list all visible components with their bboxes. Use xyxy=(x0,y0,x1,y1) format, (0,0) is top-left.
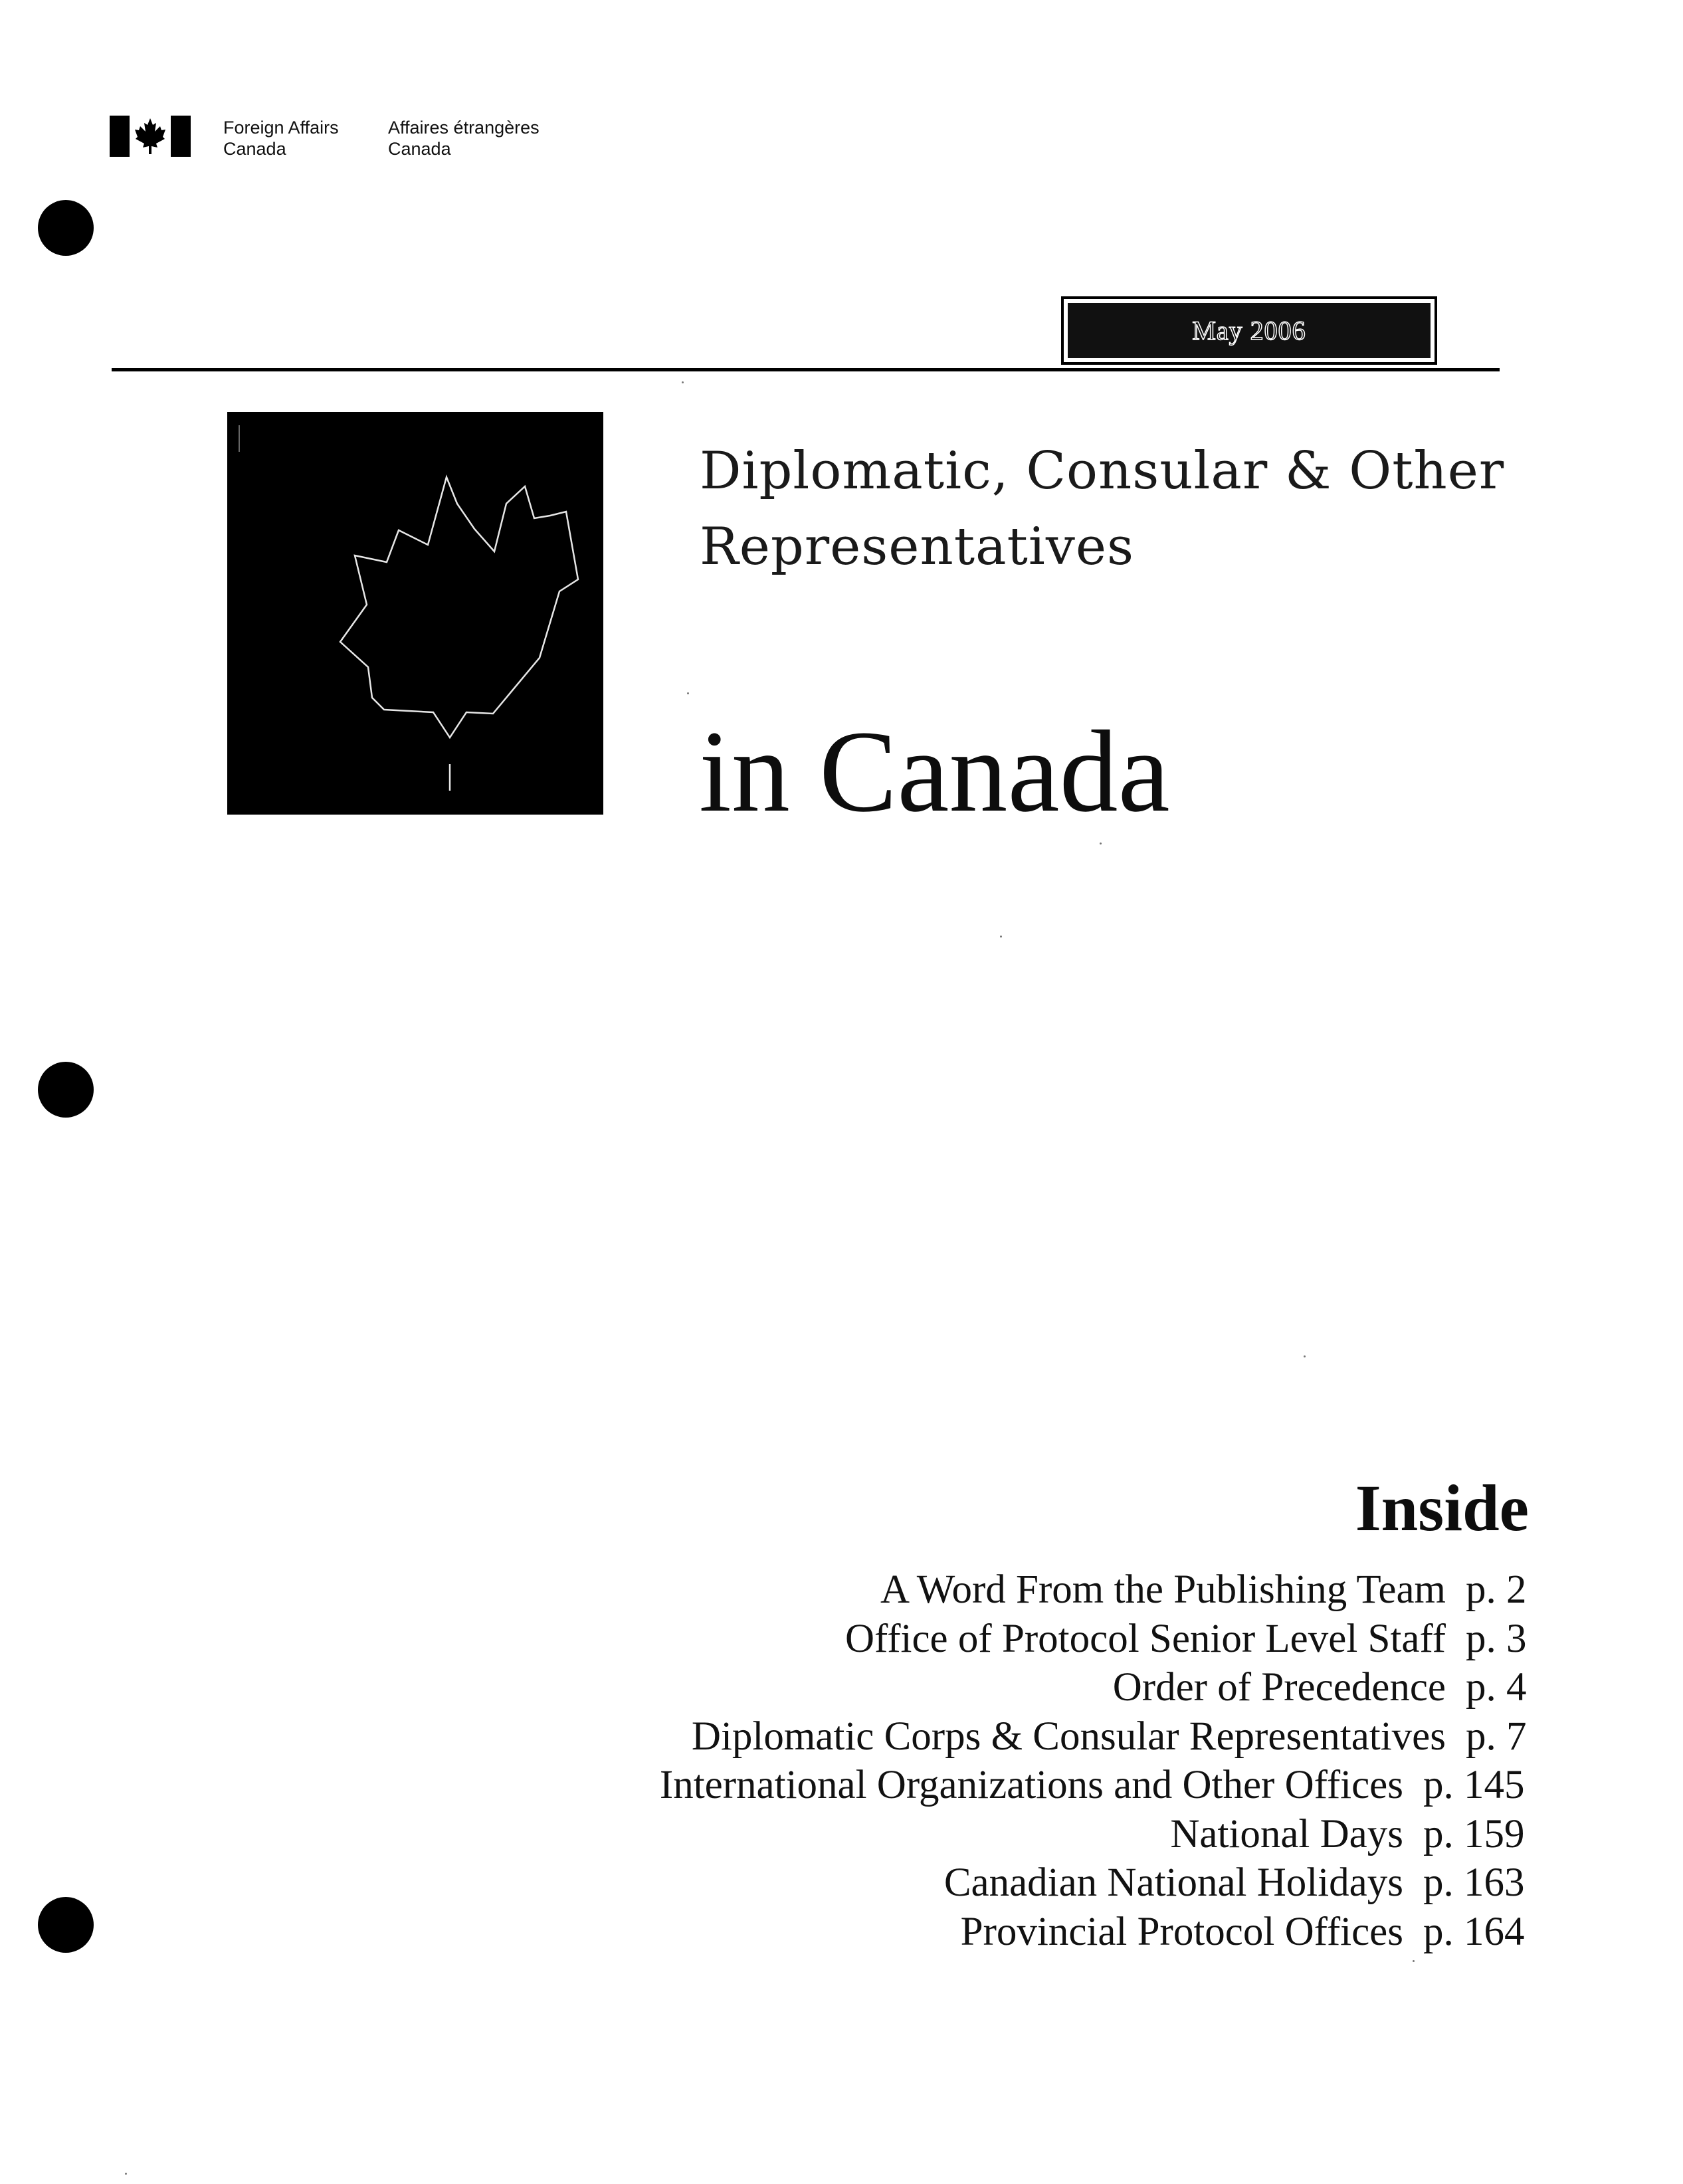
toc-item-page: p. 164 xyxy=(1423,1909,1525,1954)
scan-speck xyxy=(125,2173,127,2175)
document-title xyxy=(700,433,1550,585)
toc-item-title: Canadian National Holidays xyxy=(943,1860,1403,1905)
scan-speck xyxy=(1304,1355,1306,1357)
toc-item xyxy=(660,1908,1528,1957)
toc-item-title: Order of Precedence xyxy=(1112,1665,1446,1710)
scan-speck xyxy=(1100,843,1102,844)
maple-leaf-panel xyxy=(227,412,603,815)
toc-item-page: p. 3 xyxy=(1466,1616,1527,1661)
table-of-contents xyxy=(660,1565,1528,1956)
toc-item xyxy=(660,1712,1528,1761)
date-badge xyxy=(1061,296,1437,365)
header-rule xyxy=(112,368,1500,371)
toc-item-title: Diplomatic Corps & Consular Representatives xyxy=(691,1714,1446,1759)
toc-item-page: p. 145 xyxy=(1423,1763,1525,1807)
toc-item xyxy=(660,1565,1528,1615)
toc-item-page: p. 159 xyxy=(1423,1811,1525,1856)
toc-item-title: A Word From the Publishing Team xyxy=(880,1567,1446,1612)
toc-item-title: Office of Protocol Senior Level Staff xyxy=(844,1616,1446,1661)
toc-item-title: Provincial Protocol Offices xyxy=(960,1909,1403,1954)
scan-speck xyxy=(682,381,684,383)
document-subtitle: in Canada xyxy=(699,707,1170,837)
title-line-1: Diplomatic, Consular & Other xyxy=(700,441,1505,501)
toc-item-title: National Days xyxy=(1170,1811,1403,1856)
scan-speck xyxy=(1413,1960,1415,1962)
inside-heading: Inside xyxy=(1355,1471,1529,1545)
canada-flag-icon xyxy=(110,116,191,157)
department-name-fr xyxy=(388,117,540,159)
toc-item-page: p. 7 xyxy=(1466,1714,1527,1759)
maple-leaf-icon xyxy=(227,412,603,815)
title-line-2: Representatives xyxy=(700,517,1135,577)
department-en-line1: Foreign Affairs xyxy=(223,118,339,138)
scan-speck xyxy=(687,692,689,694)
punch-hole-middle xyxy=(38,1062,94,1118)
date-label: May 2006 xyxy=(1192,316,1306,346)
department-fr-line2: Canada xyxy=(388,139,451,159)
toc-item-title: International Organizations and Other Offices xyxy=(659,1763,1403,1807)
punch-hole-bottom xyxy=(38,1897,94,1953)
toc-item xyxy=(660,1810,1528,1859)
toc-item-page: p. 2 xyxy=(1466,1567,1527,1612)
toc-item xyxy=(660,1663,1528,1712)
toc-item-page: p. 163 xyxy=(1423,1860,1525,1905)
department-en-line2: Canada xyxy=(223,139,286,159)
department-fr-line1: Affaires étrangères xyxy=(388,118,540,138)
punch-hole-top xyxy=(38,200,94,256)
toc-item xyxy=(660,1858,1528,1908)
toc-item xyxy=(660,1761,1528,1810)
scan-speck xyxy=(1000,936,1002,938)
department-name-en xyxy=(223,117,339,159)
toc-item xyxy=(660,1615,1528,1664)
toc-item-page: p. 4 xyxy=(1466,1665,1527,1710)
